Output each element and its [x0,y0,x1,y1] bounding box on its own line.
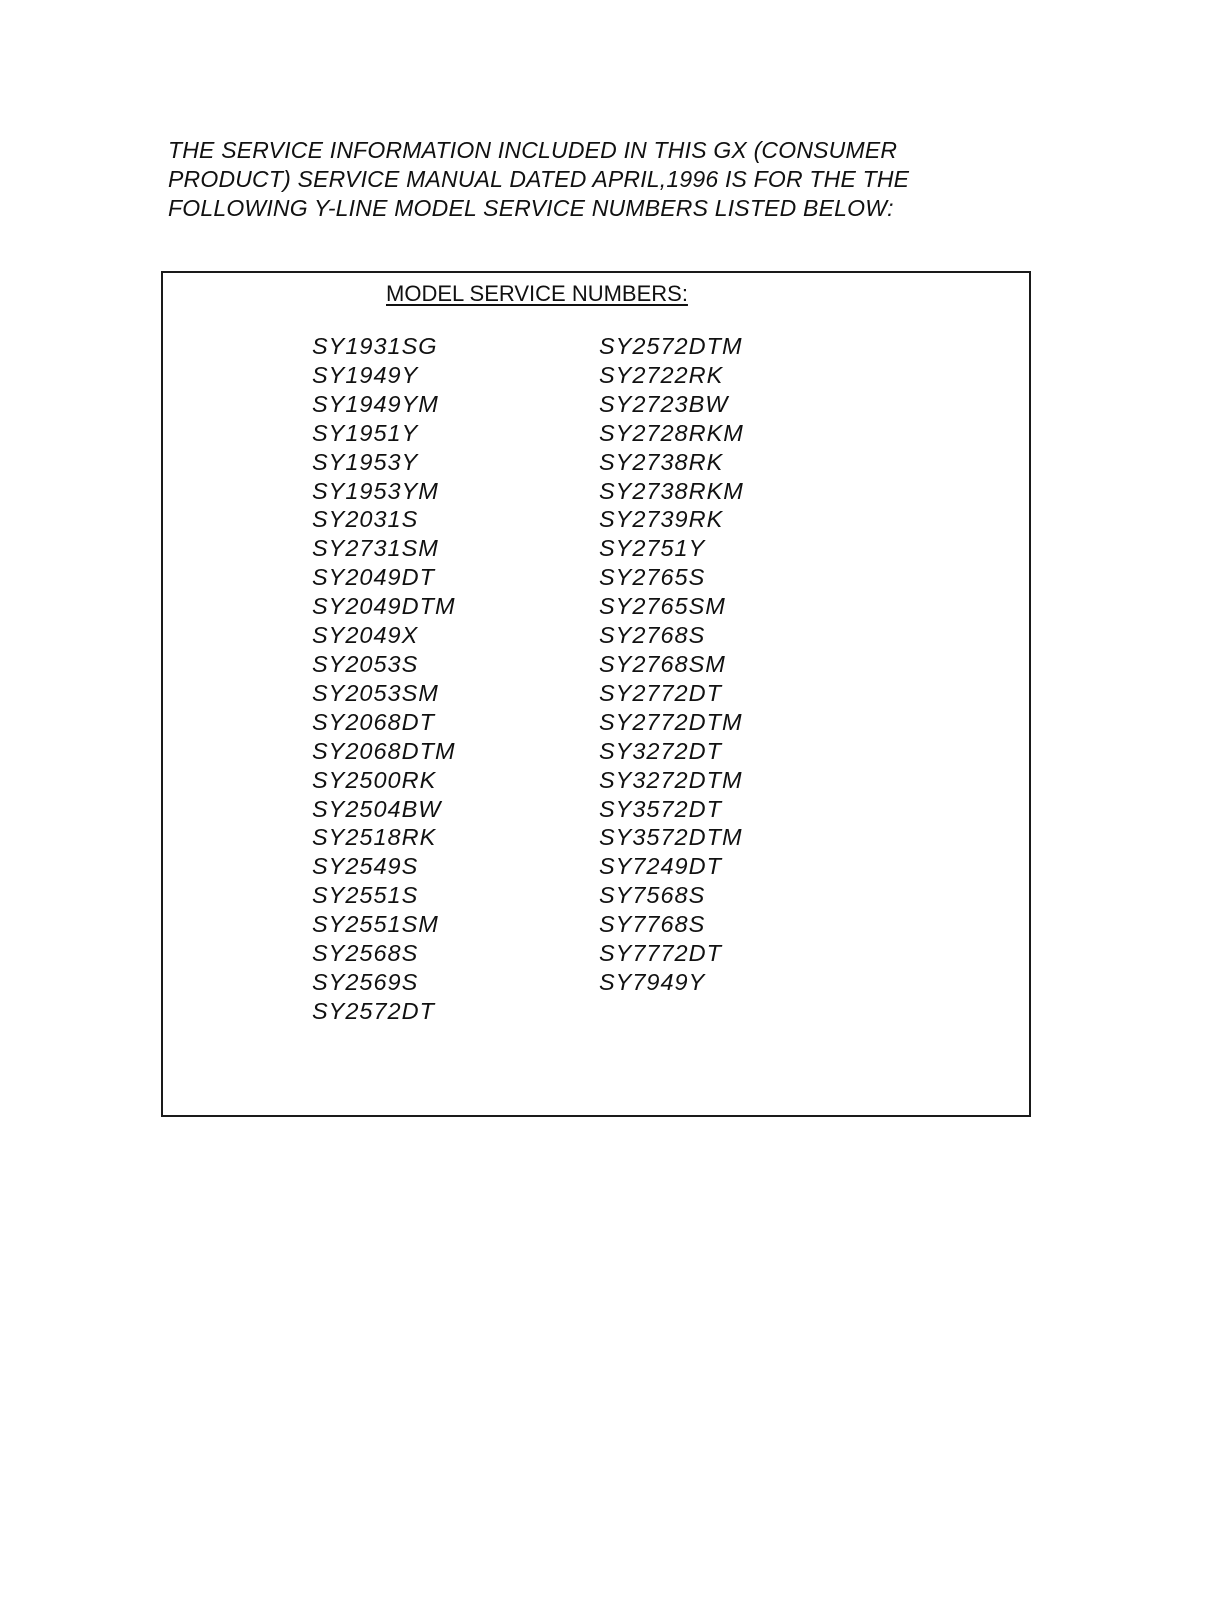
model-number: SY7249DT [599,853,722,880]
model-number: SY2751Y [599,535,706,562]
model-number: SY2518RK [312,824,437,851]
intro-line: THE SERVICE INFORMATION INCLUDED IN THIS GX (CONSUMER [168,137,898,163]
intro-paragraph [168,136,988,223]
model-number: SY3272DTM [599,766,743,793]
model-number: SY2551S [312,882,419,909]
model-number: SY2768S [599,622,706,649]
model-number: SY2053S [312,650,419,677]
model-number: SY2049X [312,622,419,649]
model-number: SY2569S [312,968,419,995]
model-number: SY2068DT [312,708,435,735]
model-list-right [599,332,744,997]
model-number: SY2572DTM [599,333,743,359]
model-number: SY2772DT [599,679,722,706]
model-number: SY2722RK [599,361,724,388]
model-number: SY2738RKM [599,477,744,504]
model-list-left [312,332,456,1026]
model-number: SY2723BW [599,390,729,417]
model-number: SY2504BW [312,795,442,822]
model-number: SY7772DT [599,940,722,967]
model-number: SY1931SG [312,333,438,359]
model-number: SY2049DTM [312,593,456,620]
model-numbers-title: MODEL SERVICE NUMBERS: [386,281,688,306]
model-number: SY2772DTM [599,708,743,735]
model-number: SY1953YM [312,477,439,504]
model-number: SY2549S [312,853,419,880]
model-number: SY7768S [599,911,706,938]
intro-line: PRODUCT) SERVICE MANUAL DATED APRIL,1996 IS FOR THE THE [168,166,910,192]
model-number: SY2551SM [312,911,439,938]
model-number: SY1951Y [312,419,419,446]
model-number: SY3572DTM [599,824,743,851]
model-number: SY3572DT [599,795,722,822]
model-number: SY1949YM [312,390,439,417]
model-numbers-box [161,271,1031,1117]
model-number: SY2738RK [599,448,724,475]
model-number: SY7949Y [599,968,706,995]
model-number: SY2731SM [312,535,439,562]
model-number: SY2031S [312,506,419,533]
model-number: SY2768SM [599,650,726,677]
model-number: SY1953Y [312,448,419,475]
model-number: SY2765S [599,564,706,591]
model-number: SY2728RKM [599,419,744,446]
model-number: SY2568S [312,940,419,967]
model-number: SY7568S [599,882,706,909]
model-number: SY2572DT [312,997,435,1024]
model-number: SY2739RK [599,506,724,533]
model-number: SY2053SM [312,679,439,706]
model-number: SY2500RK [312,766,437,793]
intro-line: FOLLOWING Y-LINE MODEL SERVICE NUMBERS LISTED BELOW: [168,195,894,221]
model-number: SY2765SM [599,593,726,620]
model-number: SY2068DTM [312,737,456,764]
model-number: SY1949Y [312,361,419,388]
model-number: SY2049DT [312,564,435,591]
model-number: SY3272DT [599,737,722,764]
